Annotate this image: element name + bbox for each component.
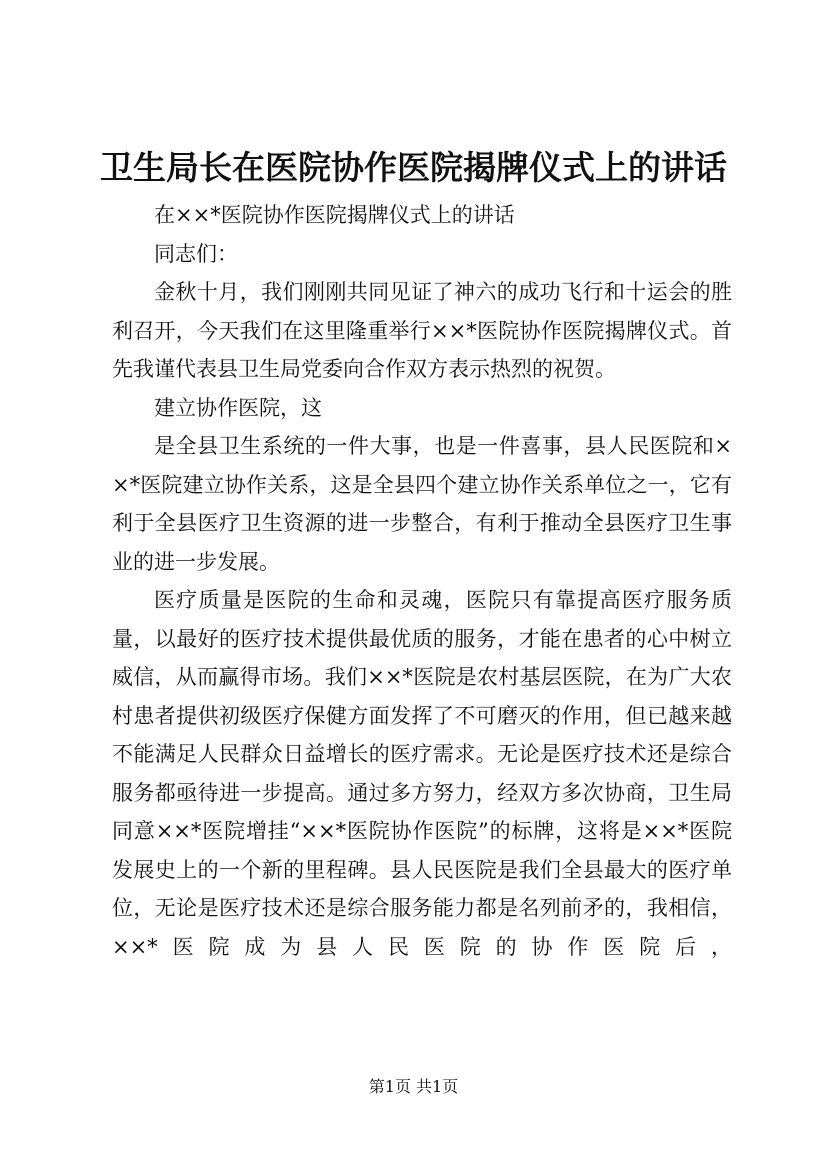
paragraph-opening: 金秋十月，我们刚刚共同见证了神六的成功飞行和十运会的胜利召开，今天我们在这里隆重举行××*医院协作医院揭牌仪式。首先我谨代表县卫生局党委向合作双方表示热烈的祝贺。: [112, 280, 732, 381]
paragraph-significance: 是全县卫生系统的一件大事，也是一件喜事，县人民医院和××*医院建立协作关系，这是全县四个建立协作关系单位之一，它有利于全县医疗卫生资源的进一步整合，有利于推动全县医疗卫生事业的进一步发展。: [112, 434, 732, 574]
page-footer: 第1页 共1页: [368, 1077, 459, 1096]
paragraph-fragment: 建立协作医院，这: [154, 395, 322, 420]
document-title: 卫生局长在医院协作医院揭牌仪式上的讲话: [100, 148, 727, 187]
paragraph-salutation: 同志们：: [154, 241, 238, 266]
paragraph-subtitle: 在××*医院协作医院揭牌仪式上的讲话: [154, 203, 515, 227]
document-body: [112, 196, 732, 966]
paragraph-quality: 医疗质量是医院的生命和灵魂，医院只有靠提高医疗服务质量，以最好的医疗技术提供最优质的服务，才能在患者的心中树立威信，从而赢得市场。我们××*医院是农村基层医院，在为广大农村患者提供初级医疗保健方面发挥了不可磨灭的作用，但已越来越不能满足人民群众日益增长的医疗需求。无论是医疗技术还是综合服务都亟待进一步提高。通过多方努力，经双方多次协商，卫生局同意××*医院增挂“××*医院协作医院”的标牌，这将是××*医院发展史上的一个新的里程碑。县人民医院是我们全县最大的医疗单位，无论是医疗技术还是综合服务能力都是名列前矛的，我相信，××*医院成为县人民医院的协作医院后，: [112, 588, 732, 959]
